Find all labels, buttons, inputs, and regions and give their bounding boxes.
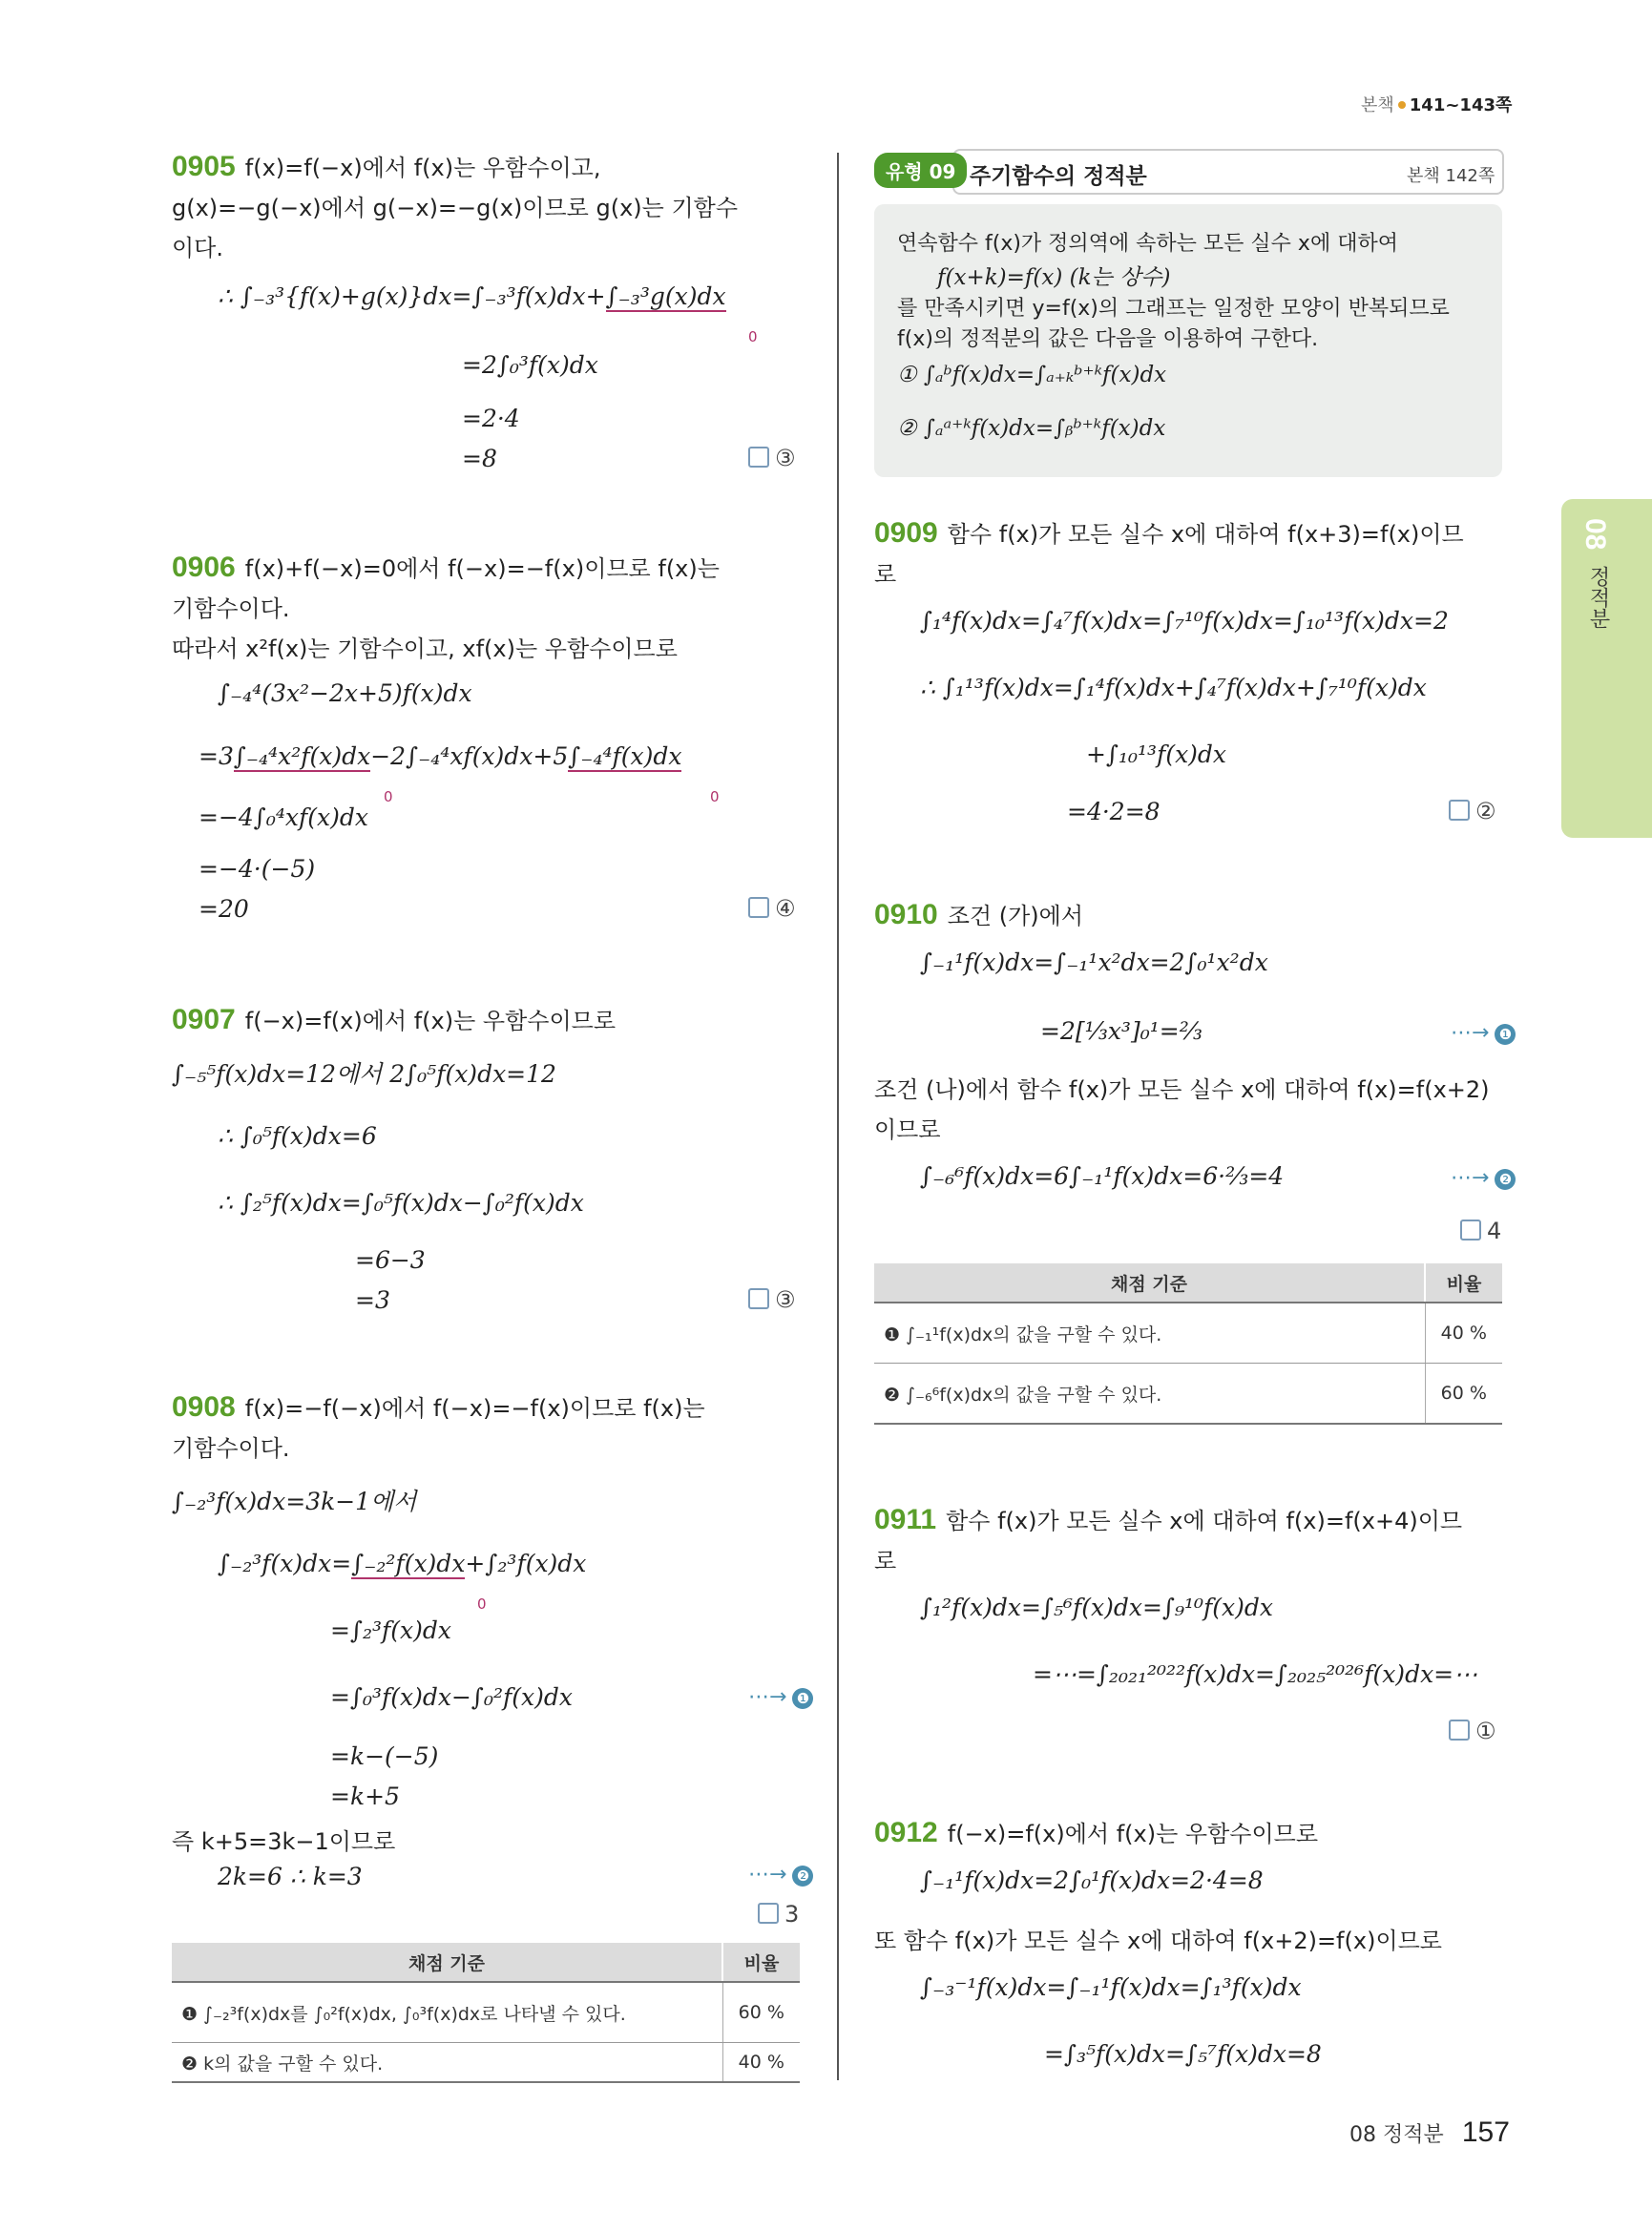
- problem-0907-line1: [172, 1002, 616, 1036]
- footer-chapter: 08 정적분: [1349, 2123, 1444, 2147]
- problem-number: 0907: [172, 1004, 236, 1035]
- eq-0910-1: ∫₋₁¹f(x)dx=∫₋₁¹x²dx=2∫₀¹x²dx: [920, 949, 1268, 976]
- problem-0906-line1: [172, 550, 720, 584]
- table-row: [172, 1982, 800, 2043]
- zero-note: 0: [710, 788, 720, 805]
- eq-0909-4: =4·2=8: [1067, 798, 1161, 825]
- table-row: [172, 2043, 800, 2083]
- page-header: [1361, 92, 1512, 116]
- text: 조건 (가)에서: [947, 903, 1084, 929]
- chapter-side-tab[interactable]: [1561, 499, 1652, 838]
- table-row: [874, 1364, 1502, 1425]
- header-book: 본책: [1361, 95, 1394, 115]
- eq-part: −2∫₋₄⁴xf(x)dx+5: [370, 742, 569, 770]
- eq-0909-3: +∫₁₀¹³f(x)dx: [1086, 740, 1227, 768]
- eq-0910-2: =2[⅓x³]₀¹=⅔: [1040, 1017, 1202, 1045]
- zero-note: 0: [748, 328, 758, 345]
- answer-icon: [1449, 1720, 1470, 1741]
- problem-0909-line2: 로: [874, 561, 897, 588]
- text: f(x)+f(−x)=0에서 f(−x)=−f(x)이므로 f(x)는: [244, 555, 720, 582]
- eq-0906-3: =−4∫₀⁴xf(x)dx: [199, 803, 368, 831]
- eq-0908-1: ∫₋₂³f(x)dx=3k−1에서: [172, 1488, 417, 1515]
- eq-0907-2: ∴ ∫₀⁵f(x)dx=6: [218, 1122, 377, 1150]
- text: 함수 f(x)가 모든 실수 x에 대하여 f(x+3)=f(x)이므: [947, 521, 1464, 548]
- problem-0912-line1: [874, 1815, 1318, 1849]
- answer-value: ②: [1475, 798, 1496, 824]
- step-mark-2: ⋯→ ❷: [1451, 1166, 1516, 1190]
- ratio-1: 60 %: [722, 1982, 800, 2043]
- problem-number: 0910: [874, 899, 938, 930]
- answer-icon: [748, 1288, 769, 1309]
- eq-0907-3: ∴ ∫₂⁵f(x)dx=∫₀⁵f(x)dx−∫₀²f(x)dx: [218, 1189, 584, 1217]
- problem-number: 0909: [874, 517, 938, 549]
- answer-value: ①: [1475, 1718, 1496, 1744]
- problem-number: 0905: [172, 151, 236, 182]
- problem-0905-line2: g(x)=−g(−x)에서 g(−x)=−g(x)이므로 g(x)는 기함수: [172, 195, 739, 221]
- side-tab-title: 정적분: [1586, 566, 1610, 629]
- page-footer: [1349, 2116, 1510, 2149]
- eq-underlined: ∫₋₂²f(x)dx: [351, 1550, 466, 1577]
- eq-0906-4: =−4·(−5): [199, 855, 316, 883]
- eq-0906-1: ∫₋₄⁴(3x²−2x+5)f(x)dx: [218, 679, 472, 707]
- answer-icon: [748, 447, 769, 468]
- eq-0906-5: =20: [199, 895, 249, 923]
- scoring-table-0908: [172, 1943, 800, 2083]
- answer-0908: [758, 1901, 799, 1928]
- answer-icon: [758, 1903, 779, 1924]
- text: f(−x)=f(x)에서 f(x)는 우함수이므로: [947, 1821, 1319, 1847]
- text: 함수 f(x)가 모든 실수 x에 대하여 f(x)=f(x+4)이므: [946, 1508, 1463, 1534]
- answer-0909: [1449, 798, 1496, 824]
- answer-icon: [1449, 800, 1470, 821]
- answer-0911: [1449, 1718, 1496, 1744]
- eq-0906-2: [199, 742, 681, 770]
- problem-0908-line1: [172, 1389, 705, 1424]
- answer-value: ④: [775, 895, 796, 922]
- eq-0908-6: =k+5: [330, 1783, 400, 1810]
- answer-value: ③: [775, 445, 796, 471]
- answer-0906: [748, 895, 796, 922]
- eq-part: ∴ ∫₋₃³{f(x)+g(x)}dx=∫₋₃³f(x)dx+: [218, 282, 606, 310]
- type-title: 주기함수의 정적분: [970, 164, 1147, 189]
- problem-number: 0911: [874, 1504, 937, 1535]
- eq-underlined: ∫₋₄⁴x²f(x)dx: [233, 742, 371, 770]
- problem-0905-line3: 이다.: [172, 235, 223, 261]
- table-header-ratio: 비율: [722, 1943, 800, 1982]
- table-row: [874, 1303, 1502, 1364]
- zero-note: 0: [477, 1595, 487, 1613]
- answer-0910: [1460, 1218, 1501, 1244]
- problem-number: 0912: [874, 1817, 938, 1848]
- eq-0911-1: ∫₁²f(x)dx=∫₅⁶f(x)dx=∫₉¹⁰f(x)dx: [920, 1594, 1274, 1621]
- problem-number: 0908: [172, 1391, 236, 1423]
- step-number: ❶: [1495, 1024, 1516, 1045]
- eq-0912-1: ∫₋₁¹f(x)dx=2∫₀¹f(x)dx=2·4=8: [920, 1866, 1264, 1894]
- type-info-box: [874, 204, 1502, 477]
- eq-0912-2: ∫₋₃⁻¹f(x)dx=∫₋₁¹f(x)dx=∫₁³f(x)dx: [920, 1973, 1302, 2001]
- problem-0910-line1: [874, 897, 1083, 931]
- criteria-2: ❷ ∫₋₆⁶f(x)dx의 값을 구할 수 있다.: [874, 1364, 1425, 1425]
- step-number: ❷: [1495, 1169, 1516, 1190]
- problem-0909-line1: [874, 515, 1464, 550]
- ratio-1: 40 %: [1425, 1303, 1502, 1364]
- problem-0911-line1: [874, 1502, 1462, 1536]
- zero-note: 0: [384, 788, 393, 805]
- eq-underlined: ∫₋₃³g(x)dx: [605, 282, 726, 310]
- eq-0909-1: ∫₁⁴f(x)dx=∫₄⁷f(x)dx=∫₇¹⁰f(x)dx=∫₁₀¹³f(x)dx=2: [920, 607, 1449, 635]
- eq-0908-5: =k−(−5): [330, 1742, 439, 1770]
- eq-0905-4: =8: [462, 445, 497, 472]
- problem-0906-line2: 기함수이다.: [172, 595, 290, 622]
- eq-0909-2: ∴ ∫₁¹³f(x)dx=∫₁⁴f(x)dx+∫₄⁷f(x)dx+∫₇¹⁰f(x)dx: [920, 674, 1427, 701]
- criteria-1: ❶ ∫₋₁¹f(x)dx의 값을 구할 수 있다.: [874, 1303, 1425, 1364]
- type-badge: 유형 09: [874, 153, 967, 188]
- answer-icon: [1460, 1220, 1481, 1241]
- info-line2: f(x+k)=f(x) (k는 상수): [937, 265, 1171, 290]
- problem-0906-line3: 따라서 x²f(x)는 기함수이고, xf(x)는 우함수이므로: [172, 636, 678, 662]
- info-line1: 연속함수 f(x)가 정의역에 속하는 모든 실수 x에 대하여: [897, 232, 1398, 256]
- answer-icon: [748, 897, 769, 918]
- header-pages: 141~143쪽: [1409, 95, 1513, 115]
- problem-0905-line1: [172, 149, 600, 183]
- table-header-criteria: 채점 기준: [874, 1263, 1425, 1303]
- info-line4: f(x)의 정적분의 값은 다음을 이용하여 구한다.: [897, 327, 1319, 351]
- problem-0908-line3: 즉 k+5=3k−1이므로: [172, 1828, 396, 1855]
- problem-number: 0906: [172, 552, 236, 583]
- page-number: 157: [1461, 2116, 1510, 2148]
- info-formula-2: ② ∫ₐᵃ⁺ᵏf(x)dx=∫ᵦᵇ⁺ᵏf(x)dx: [897, 416, 1166, 441]
- table-header-criteria: 채점 기준: [172, 1943, 722, 1982]
- step-number: ❷: [792, 1866, 813, 1887]
- text: f(x)=f(−x)에서 f(x)는 우함수이고,: [244, 155, 601, 181]
- side-tab-number: 08: [1579, 518, 1611, 551]
- problem-0910-line3: 이므로: [874, 1116, 941, 1143]
- info-line3: 를 만족시키면 y=f(x)의 그래프는 일정한 모양이 반복되므로: [897, 297, 1450, 321]
- problem-0908-line2: 기함수이다.: [172, 1435, 290, 1462]
- answer-value: 4: [1487, 1218, 1502, 1244]
- criteria-2: ❷ k의 값을 구할 수 있다.: [172, 2043, 722, 2083]
- eq-part: +∫₂³f(x)dx: [465, 1550, 587, 1577]
- eq-0905-2: =2∫₀³f(x)dx: [462, 351, 598, 379]
- answer-0907: [748, 1286, 796, 1313]
- eq-0907-5: =3: [355, 1286, 390, 1314]
- info-formula-1: ① ∫ₐᵇf(x)dx=∫ₐ₊ₖᵇ⁺ᵏf(x)dx: [897, 363, 1167, 387]
- problem-0912-line2: 또 함수 f(x)가 모든 실수 x에 대하여 f(x+2)=f(x)이므로: [874, 1928, 1442, 1954]
- column-divider: [837, 153, 839, 2080]
- step-mark-2: ⋯→ ❷: [748, 1863, 813, 1887]
- eq-0911-2: =⋯=∫₂₀₂₁²⁰²²f(x)dx=∫₂₀₂₅²⁰²⁶f(x)dx=⋯: [1033, 1660, 1478, 1688]
- text: f(x)=−f(−x)에서 f(−x)=−f(x)이므로 f(x)는: [244, 1395, 705, 1422]
- step-mark-1: ⋯→ ❶: [1451, 1021, 1516, 1045]
- eq-0907-4: =6−3: [355, 1246, 426, 1274]
- answer-value: ③: [775, 1286, 796, 1313]
- eq-part: =3: [199, 742, 234, 770]
- eq-0908-2: [218, 1550, 586, 1577]
- eq-underlined: ∫₋₄⁴f(x)dx: [568, 742, 682, 770]
- eq-part: ∫₋₂³f(x)dx=: [218, 1550, 352, 1577]
- eq-0907-1: ∫₋₅⁵f(x)dx=12에서 2∫₀⁵f(x)dx=12: [172, 1060, 556, 1088]
- problem-0911-line2: 로: [874, 1548, 897, 1574]
- answer-value: 3: [784, 1901, 800, 1928]
- eq-0908-7: 2k=6 ∴ k=3: [218, 1863, 363, 1890]
- ratio-2: 40 %: [722, 2043, 800, 2083]
- criteria-1: ❶ ∫₋₂³f(x)dx를 ∫₀²f(x)dx, ∫₀³f(x)dx로 나타낼 수 있다.: [172, 1982, 722, 2043]
- text: f(−x)=f(x)에서 f(x)는 우함수이므로: [244, 1008, 617, 1034]
- eq-0908-3: =∫₂³f(x)dx: [330, 1616, 451, 1644]
- eq-0905-3: =2·4: [462, 405, 520, 432]
- step-mark-1: ⋯→ ❶: [748, 1685, 813, 1709]
- step-number: ❶: [792, 1688, 813, 1709]
- scoring-table-0910: [874, 1263, 1502, 1425]
- dot-icon: [1398, 101, 1406, 109]
- eq-0912-3: =∫₃⁵f(x)dx=∫₅⁷f(x)dx=8: [1044, 2040, 1322, 2068]
- eq-0910-3: ∫₋₆⁶f(x)dx=6∫₋₁¹f(x)dx=6·⅔=4: [920, 1162, 1285, 1190]
- eq-0905-1: [218, 282, 726, 310]
- ratio-2: 60 %: [1425, 1364, 1502, 1425]
- table-header-ratio: 비율: [1425, 1263, 1502, 1303]
- problem-0910-line2: 조건 (나)에서 함수 f(x)가 모든 실수 x에 대하여 f(x)=f(x+2): [874, 1076, 1490, 1103]
- eq-0908-4: =∫₀³f(x)dx−∫₀²f(x)dx: [330, 1683, 573, 1711]
- answer-0905: [748, 445, 796, 471]
- type-reference: 본책 142쪽: [1407, 166, 1495, 186]
